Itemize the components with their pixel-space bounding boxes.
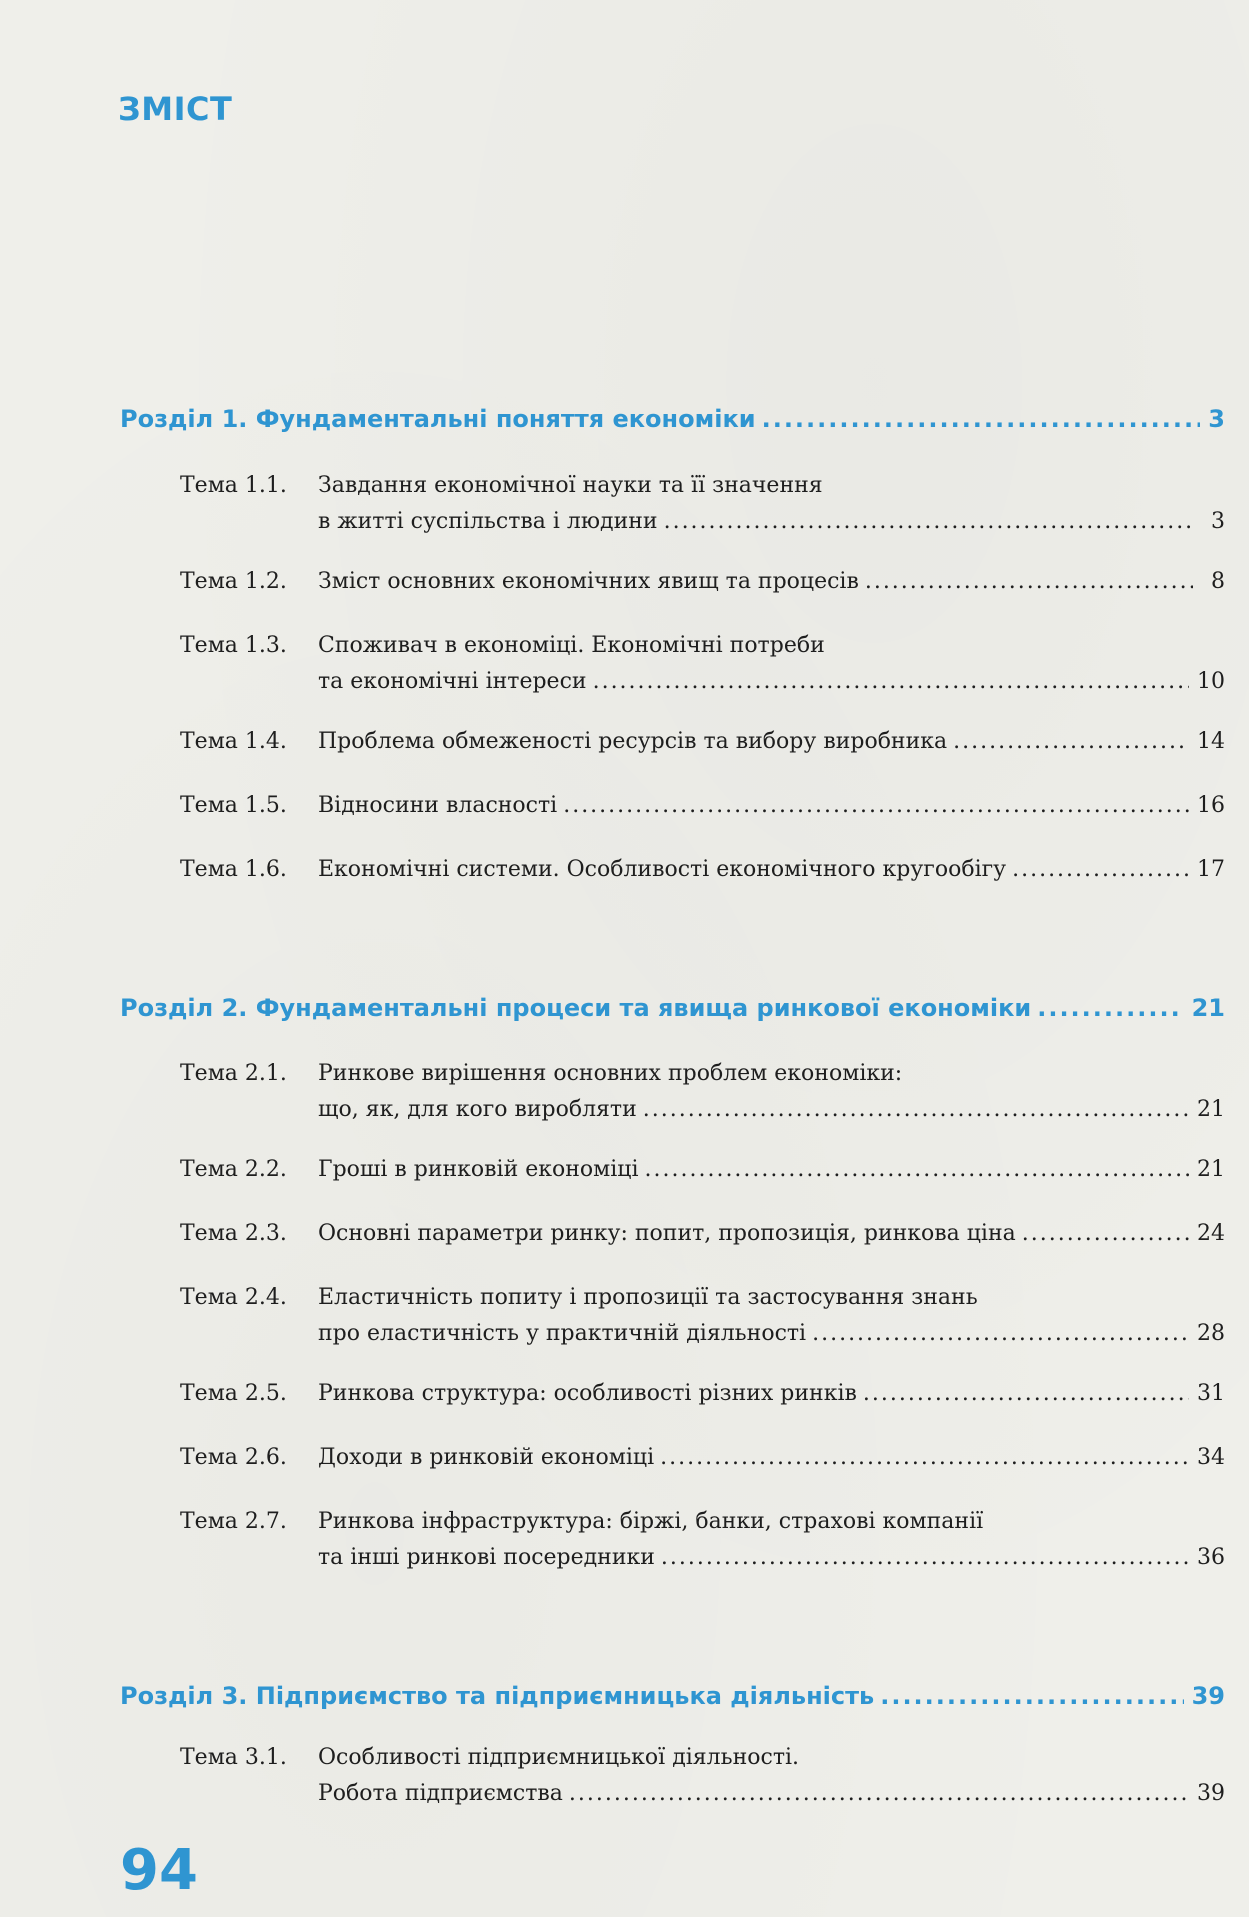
topic-label: Тема 1.5.	[180, 793, 287, 818]
topic-1-3-entry[interactable]	[180, 628, 1225, 700]
section-page-number: 39	[1191, 1682, 1225, 1710]
page-number-folio: 94	[120, 1838, 198, 1903]
topic-title-line: Зміст основних економічних явищ та процесів	[318, 569, 859, 594]
dot-leader	[563, 788, 1189, 824]
topic-page-number: 34	[1197, 1445, 1225, 1470]
topic-2-4-entry[interactable]	[180, 1280, 1225, 1352]
topic-title-line: Ринкове вирішення основних проблем економіки:	[318, 1061, 903, 1086]
topic-page-number: 3	[1211, 509, 1225, 534]
topic-label: Тема 2.2.	[180, 1157, 287, 1182]
dot-leader	[953, 724, 1189, 760]
topic-2-2-entry[interactable]	[180, 1152, 1225, 1188]
contents-heading: ЗМІСТ	[118, 90, 233, 128]
topic-title-line: в житті суспільства і людини	[318, 509, 658, 534]
topic-page-number: 39	[1197, 1781, 1225, 1806]
topic-label: Тема 1.3.	[180, 633, 287, 658]
topic-label: Тема 2.7.	[180, 1509, 287, 1534]
topic-1-6-entry[interactable]	[180, 852, 1225, 888]
dot-leader	[645, 1152, 1190, 1188]
topic-1-1-entry[interactable]	[180, 468, 1225, 540]
topic-title-line: Ринкова структура: особливості різних ринків	[318, 1381, 857, 1406]
topic-title-line: Економічні системи. Особливості економічного кругообігу	[318, 857, 1007, 882]
section-title: Розділ 1. Фундаментальні поняття економіки	[120, 405, 756, 433]
topic-page-number: 21	[1197, 1157, 1225, 1182]
dot-leader	[865, 564, 1193, 600]
topic-title-line: Основні параметри ринку: попит, пропозиція, ринкова ціна	[318, 1221, 1016, 1246]
topic-page-number: 16	[1197, 793, 1225, 818]
dot-leader	[664, 504, 1193, 540]
topic-title-line: що, як, для кого виробляти	[318, 1097, 637, 1122]
topic-label: Тема 2.4.	[180, 1285, 287, 1310]
dot-leader	[812, 1316, 1189, 1352]
dot-leader	[863, 1376, 1189, 1412]
dot-leader	[880, 1682, 1183, 1710]
topic-label: Тема 1.4.	[180, 729, 287, 754]
topic-label: Тема 1.1.	[180, 473, 287, 498]
section-3-entry[interactable]	[120, 1682, 1225, 1710]
dot-leader	[660, 1440, 1189, 1476]
topic-label: Тема 2.3.	[180, 1221, 287, 1246]
topic-title-line: Проблема обмеженості ресурсів та вибору виробника	[318, 729, 948, 754]
section-page-number: 3	[1208, 405, 1225, 433]
topic-title-line: Робота підприємства	[318, 1781, 563, 1806]
topic-page-number: 17	[1197, 857, 1225, 882]
topic-label: Тема 3.1.	[180, 1745, 287, 1770]
dot-leader	[593, 664, 1189, 700]
topic-label: Тема 2.1.	[180, 1061, 287, 1086]
dot-leader	[762, 405, 1201, 433]
topic-title-line: Доходи в ринковій економіці	[318, 1445, 655, 1470]
topic-title-line: Завдання економічної науки та її значення	[318, 473, 823, 498]
topic-page-number: 31	[1197, 1381, 1225, 1406]
section-page-number: 21	[1191, 994, 1225, 1022]
dot-leader	[661, 1540, 1189, 1576]
topic-2-5-entry[interactable]	[180, 1376, 1225, 1412]
dot-leader	[1012, 852, 1189, 888]
topic-page-number: 14	[1197, 729, 1225, 754]
topic-3-1-entry[interactable]	[180, 1740, 1225, 1812]
topic-2-6-entry[interactable]	[180, 1440, 1225, 1476]
topic-title-line: Відносини власності	[318, 793, 558, 818]
topic-title-line: Ринкова інфраструктура: біржі, банки, страхові компанії	[318, 1509, 984, 1534]
section-2-entry[interactable]	[120, 994, 1225, 1022]
section-1-entry[interactable]	[120, 405, 1225, 433]
topic-page-number: 24	[1197, 1221, 1225, 1246]
topic-title-line: Особливості підприємницької діяльності.	[318, 1745, 800, 1770]
topic-page-number: 8	[1211, 569, 1225, 594]
dot-leader	[1037, 994, 1183, 1022]
section-title: Розділ 3. Підприємство та підприємницька діяльність	[120, 1682, 875, 1710]
topic-label: Тема 2.6.	[180, 1445, 287, 1470]
topic-page-number: 10	[1197, 669, 1225, 694]
topic-title-line: та інші ринкові посередники	[318, 1545, 655, 1570]
topic-title-line: Гроші в ринковій економіці	[318, 1157, 639, 1182]
dot-leader	[569, 1776, 1189, 1812]
topic-title-line: Споживач в економіці. Економічні потреби	[318, 633, 825, 658]
section-title: Розділ 2. Фундаментальні процеси та явища ринкової економіки	[120, 994, 1032, 1022]
topic-2-3-entry[interactable]	[180, 1216, 1225, 1252]
topic-title-line: та економічні інтереси	[318, 669, 587, 694]
topic-1-4-entry[interactable]	[180, 724, 1225, 760]
topic-page-number: 21	[1197, 1097, 1225, 1122]
topic-1-2-entry[interactable]	[180, 564, 1225, 600]
topic-2-7-entry[interactable]	[180, 1504, 1225, 1576]
topic-title-line: Еластичність попиту і пропозиції та застосування знань	[318, 1285, 978, 1310]
topic-page-number: 28	[1197, 1321, 1225, 1346]
topic-2-1-entry[interactable]	[180, 1056, 1225, 1128]
topic-label: Тема 1.2.	[180, 569, 287, 594]
dot-leader	[643, 1092, 1189, 1128]
dot-leader	[1022, 1216, 1189, 1252]
topic-1-5-entry[interactable]	[180, 788, 1225, 824]
topic-title-line: про еластичність у практичній діяльності	[318, 1321, 807, 1346]
topic-label: Тема 1.6.	[180, 857, 287, 882]
topic-label: Тема 2.5.	[180, 1381, 287, 1406]
topic-page-number: 36	[1197, 1545, 1225, 1570]
